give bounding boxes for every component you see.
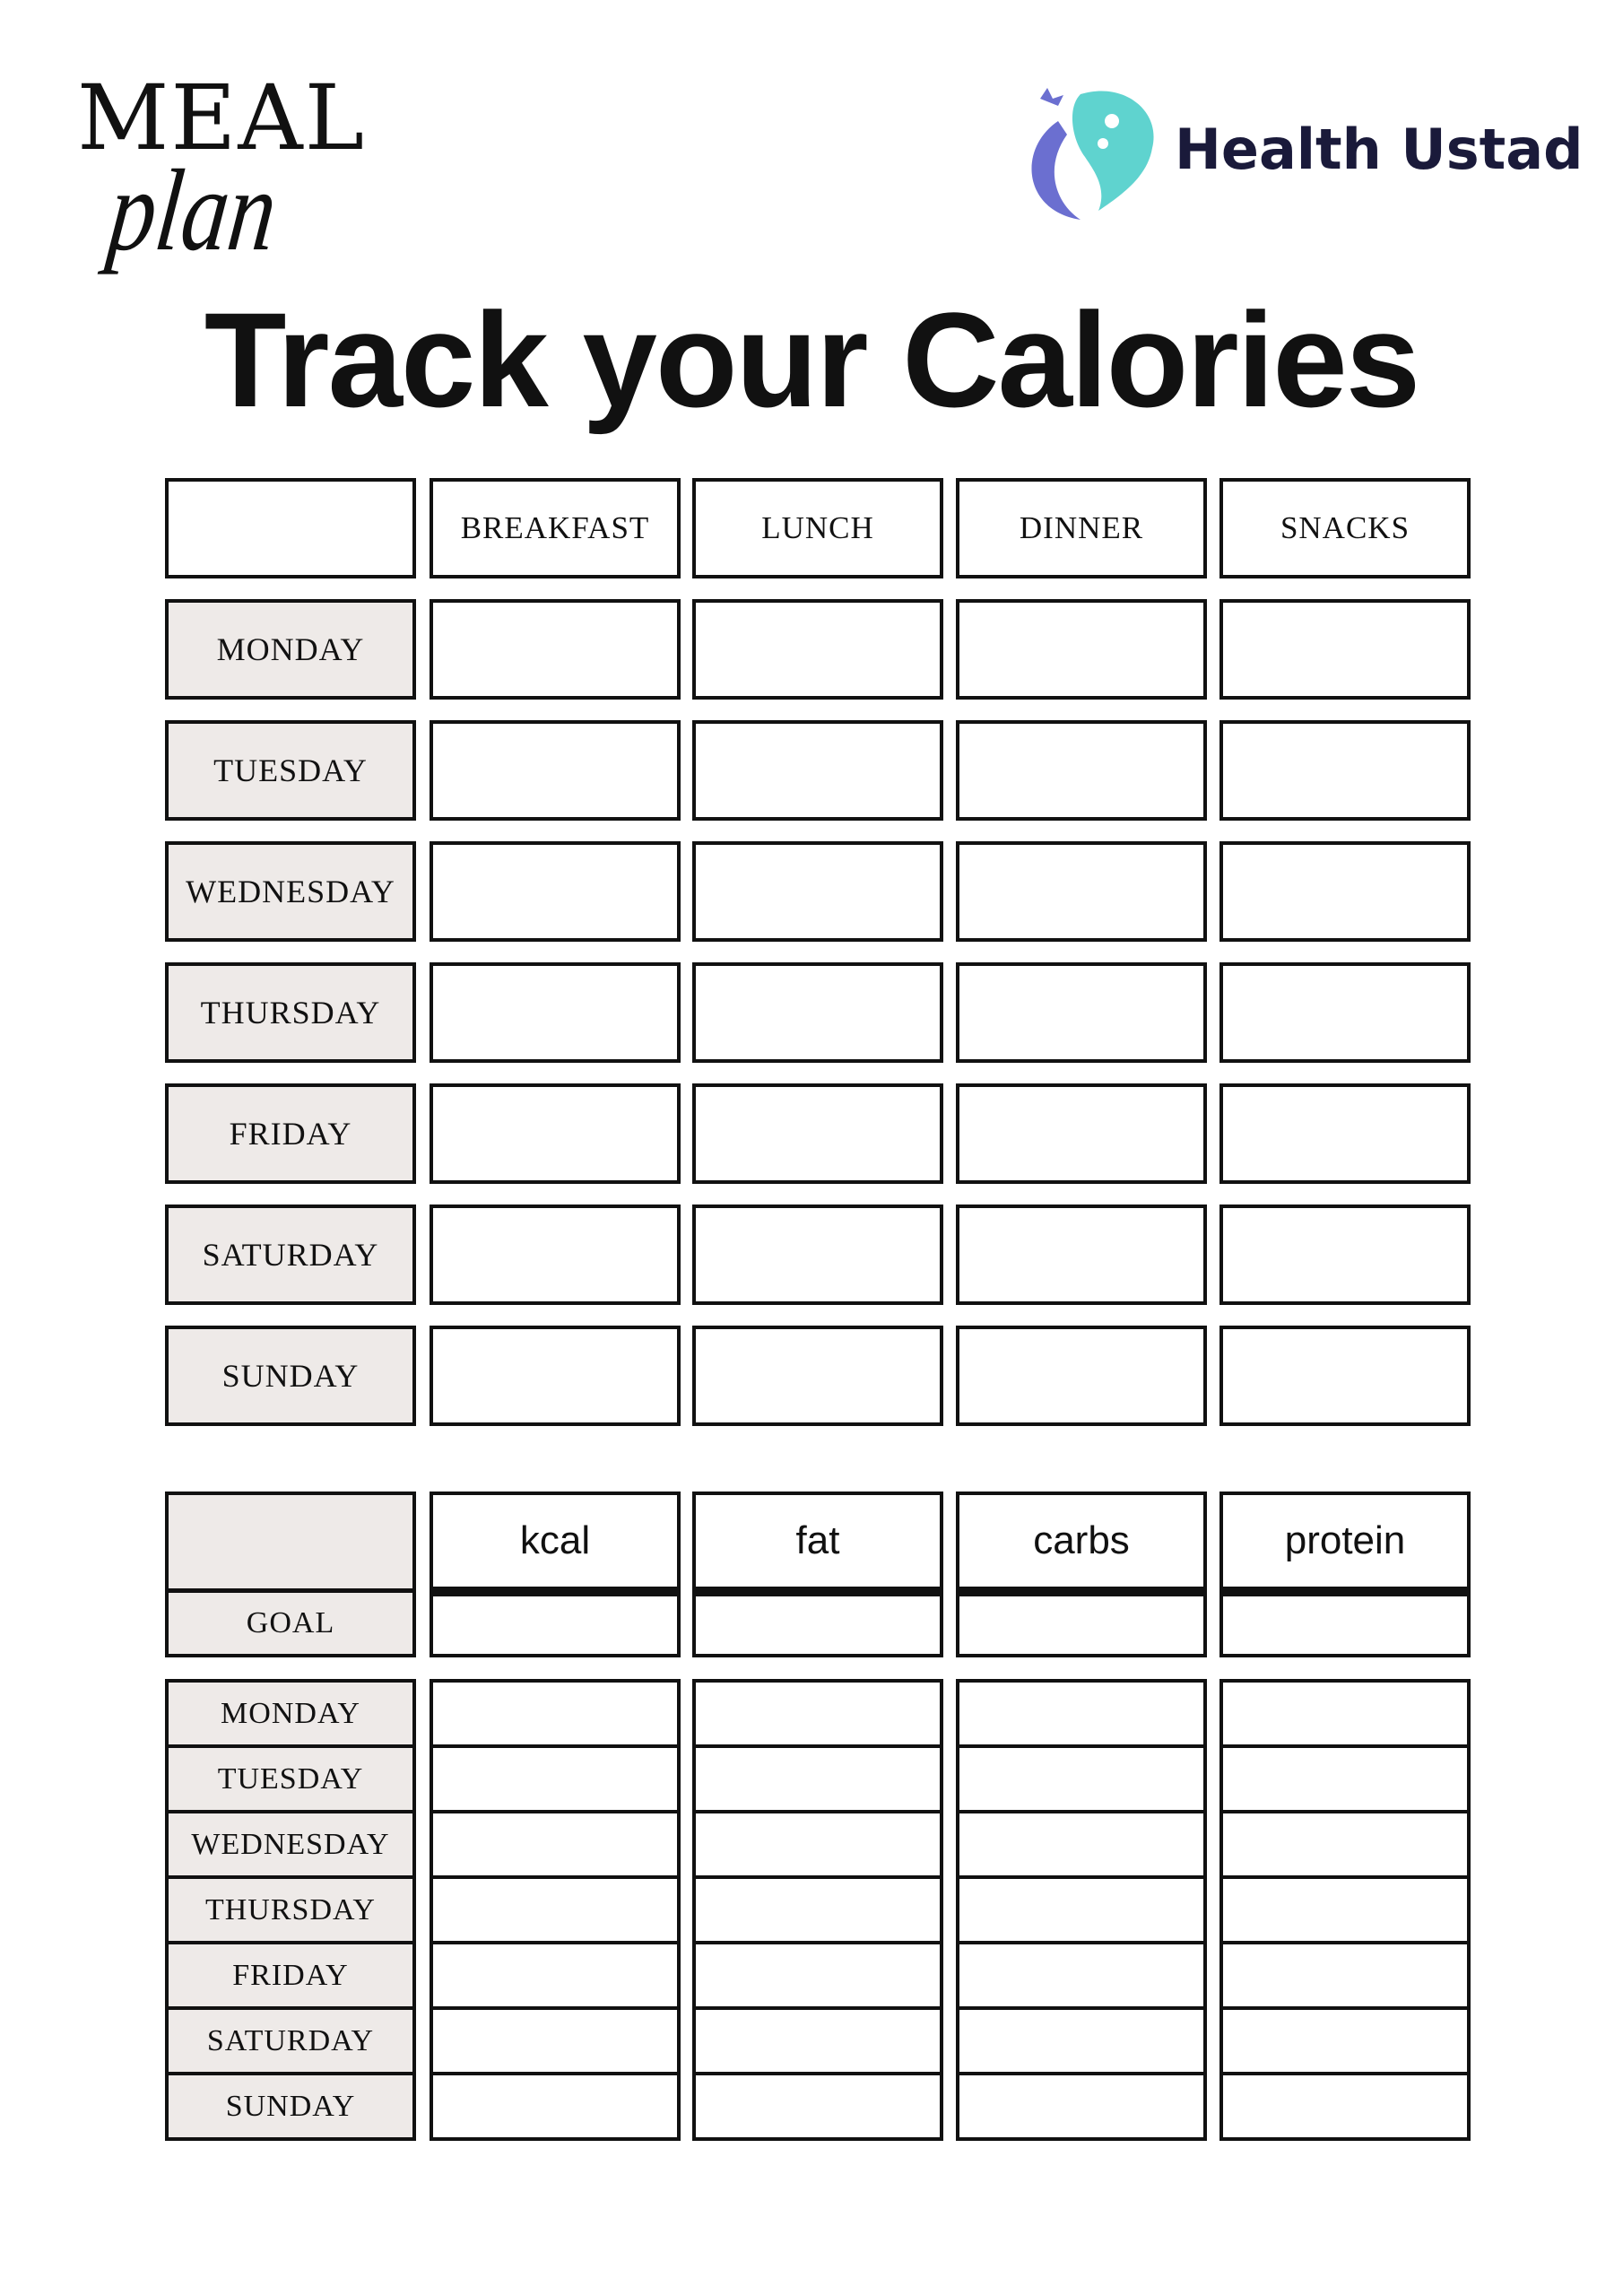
day-label [165,2072,416,2141]
day-label [165,720,416,821]
meal-entry-cell[interactable] [692,1326,943,1426]
day-label [165,2006,416,2075]
brand-name: Health Ustad [1175,117,1584,182]
day-label [165,1941,416,2010]
macro-column-header-label: fat [795,1518,840,1562]
meal-entry-cell[interactable] [1219,1205,1471,1305]
macro-entry-cell[interactable] [956,1941,1207,2010]
plan-script: plan [102,146,283,275]
macro-entry-cell[interactable] [430,1744,681,1813]
meal-entry-cell[interactable] [430,1205,681,1305]
day-label-label: MONDAY [221,1696,360,1730]
meal-entry-cell[interactable] [430,1083,681,1184]
meal-entry-cell[interactable] [956,841,1207,942]
meal-entry-cell[interactable] [692,1205,943,1305]
day-label-label: MONDAY [216,631,365,667]
meal-entry-cell[interactable] [430,720,681,821]
day-label-label: SATURDAY [202,1237,379,1273]
macro-column-header [430,1492,681,1596]
meal-entry-cell[interactable] [956,1083,1207,1184]
meal-entry-cell[interactable] [956,720,1207,821]
macro-entry-cell[interactable] [430,1810,681,1879]
goal-entry-cell[interactable] [692,1593,943,1657]
day-label [165,1810,416,1879]
macro-entry-cell[interactable] [1219,1941,1471,2010]
meal-column-header-label: LUNCH [761,510,874,545]
meal-column-header [692,478,943,578]
macro-entry-cell[interactable] [956,1810,1207,1879]
day-label-label: FRIDAY [229,1116,352,1152]
macro-entry-cell[interactable] [1219,2072,1471,2141]
meal-entry-cell[interactable] [956,1205,1207,1305]
meal-heading: MEAL [77,65,367,170]
macro-column-header [956,1492,1207,1596]
macro-entry-cell[interactable] [430,2072,681,2141]
day-label-label: THURSDAY [204,1892,376,1926]
macro-entry-cell[interactable] [1219,2006,1471,2075]
day-label-label: SUNDAY [221,1358,360,1394]
macro-entry-cell[interactable] [1219,1744,1471,1813]
day-label-label: WEDNESDAY [191,1827,390,1861]
meal-entry-cell[interactable] [692,962,943,1063]
meal-entry-cell[interactable] [1219,599,1471,700]
meal-entry-cell[interactable] [1219,1326,1471,1426]
day-label-label: TUESDAY [213,752,368,788]
macro-entry-cell[interactable] [692,1744,943,1813]
meal-entry-cell[interactable] [956,599,1207,700]
macro-column-header [692,1492,943,1596]
macro-column-header-label: kcal [519,1518,591,1562]
macro-entry-cell[interactable] [956,1875,1207,1944]
day-label-label: TUESDAY [217,1761,364,1796]
macro-entry-cell[interactable] [956,1744,1207,1813]
meal-entry-cell[interactable] [1219,720,1471,821]
meal-entry-cell[interactable] [430,1326,681,1426]
macro-entry-cell[interactable] [692,2072,943,2141]
day-label [165,1679,416,1748]
day-label [165,1083,416,1184]
meal-entry-cell[interactable] [692,1083,943,1184]
macro-entry-cell[interactable] [692,1941,943,2010]
meal-entry-cell[interactable] [692,720,943,821]
meal-entry-cell[interactable] [430,841,681,942]
day-label-label: SUNDAY [225,2089,356,2123]
macro-entry-cell[interactable] [430,1941,681,2010]
day-label [165,841,416,942]
day-label [165,1875,416,1944]
corner-cell [165,1492,416,1592]
meal-entry-cell[interactable] [430,962,681,1063]
goal-label-label: GOAL [246,1606,335,1639]
goal-entry-cell[interactable] [1219,1593,1471,1657]
macro-entry-cell[interactable] [692,1810,943,1879]
macro-entry-cell[interactable] [1219,1875,1471,1944]
day-label [165,1326,416,1426]
meal-entry-cell[interactable] [1219,1083,1471,1184]
meal-column-header-label: SNACKS [1280,510,1410,545]
meal-entry-cell[interactable] [1219,962,1471,1063]
macro-entry-cell[interactable] [956,2072,1207,2141]
day-label [165,1205,416,1305]
day-label [165,599,416,700]
goal-label [165,1589,416,1657]
macro-entry-cell[interactable] [430,1679,681,1748]
meal-column-header-label: BREAKFAST [460,510,650,545]
day-label-label: SATURDAY [206,2023,375,2057]
meal-entry-cell[interactable] [692,841,943,942]
macro-entry-cell[interactable] [956,1679,1207,1748]
meal-column-header-label: DINNER [1019,510,1144,545]
meal-entry-cell[interactable] [692,599,943,700]
macro-entry-cell[interactable] [692,2006,943,2075]
meal-column-header [956,478,1207,578]
macro-column-header [1219,1492,1471,1596]
macro-entry-cell[interactable] [430,1875,681,1944]
macro-entry-cell[interactable] [692,1875,943,1944]
day-label-label: WEDNESDAY [186,874,395,909]
macro-entry-cell[interactable] [1219,1810,1471,1879]
meal-entry-cell[interactable] [956,1326,1207,1426]
meal-entry-cell[interactable] [430,599,681,700]
day-label [165,1744,416,1813]
day-label-label: FRIDAY [232,1958,349,1992]
day-label-label: THURSDAY [200,995,381,1031]
macro-entry-cell[interactable] [692,1679,943,1748]
meal-entry-cell[interactable] [1219,841,1471,942]
macro-entry-cell[interactable] [430,2006,681,2075]
goal-entry-cell[interactable] [956,1593,1207,1657]
meal-column-header [1219,478,1471,578]
macro-entry-cell[interactable] [956,2006,1207,2075]
macro-column-header-label: carbs [1033,1518,1130,1562]
meal-column-header [430,478,681,578]
day-label [165,962,416,1063]
meal-entry-cell[interactable] [956,962,1207,1063]
goal-entry-cell[interactable] [430,1593,681,1657]
macro-column-header-label: protein [1284,1518,1406,1562]
corner-cell [165,478,416,578]
page-title: Track your Calories [204,284,1419,435]
macro-entry-cell[interactable] [1219,1679,1471,1748]
